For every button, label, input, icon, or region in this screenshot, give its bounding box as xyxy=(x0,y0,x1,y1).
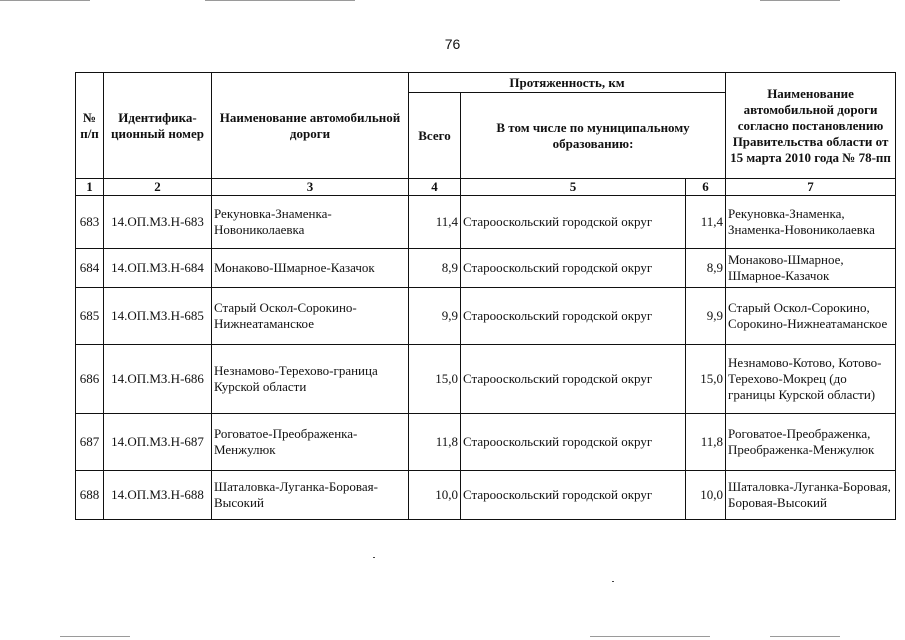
header-decree-name: Наименование автомобильной дороги согласно постановлению Правительства области от 15 марта 2010 года № 78-пп xyxy=(726,73,896,179)
table-row xyxy=(76,196,896,249)
road-name: Старый Оскол-Сорокино-Нижнеатаманское xyxy=(212,288,409,345)
row-number: 684 xyxy=(76,249,104,288)
scan-line-top-left xyxy=(0,0,90,1)
row-number: 688 xyxy=(76,471,104,520)
road-total-length: 8,9 xyxy=(409,249,461,288)
header-identifier: Идентифика-ционный номер xyxy=(104,73,212,179)
decree-road-name: Старый Оскол-Сорокино, Сорокино-Нижнеатаманское xyxy=(726,288,896,345)
decree-road-name: Незнамово-Котово, Котово-Терехово-Мокрец (до границы Курской области) xyxy=(726,345,896,414)
road-name: Рекуновка-Знаменка-Новониколаевка xyxy=(212,196,409,249)
table-row xyxy=(76,249,896,288)
scan-speck xyxy=(373,557,375,558)
scan-line-bottom-left xyxy=(60,636,130,637)
municipal-length: 9,9 xyxy=(686,288,726,345)
table-header xyxy=(76,73,896,196)
municipality: Старооскольский городской округ xyxy=(461,414,686,471)
road-identifier: 14.ОП.МЗ.Н-687 xyxy=(104,414,212,471)
header-total: Всего xyxy=(409,93,461,179)
decree-road-name: Рекуновка-Знаменка, Знаменка-Новониколаевка xyxy=(726,196,896,249)
municipality: Старооскольский городской округ xyxy=(461,288,686,345)
header-including: В том числе по муниципальному образованию: xyxy=(461,93,726,179)
column-number: 3 xyxy=(212,179,409,196)
row-number: 685 xyxy=(76,288,104,345)
decree-road-name: Роговатое-Преображенка, Преображенка-Менжулюк xyxy=(726,414,896,471)
table-row xyxy=(76,414,896,471)
road-name: Роговатое-Преображенка-Менжулюк xyxy=(212,414,409,471)
municipal-length: 11,4 xyxy=(686,196,726,249)
road-name: Незнамово-Терехово-граница Курской области xyxy=(212,345,409,414)
road-total-length: 10,0 xyxy=(409,471,461,520)
column-number: 1 xyxy=(76,179,104,196)
table-row xyxy=(76,345,896,414)
header-number: № п/п xyxy=(76,73,104,179)
municipality: Старооскольский городской округ xyxy=(461,196,686,249)
table-row xyxy=(76,471,896,520)
decree-road-name: Монаково-Шмарное, Шмарное-Казачок xyxy=(726,249,896,288)
road-identifier: 14.ОП.МЗ.Н-688 xyxy=(104,471,212,520)
road-name: Шаталовка-Луганка-Боровая-Высокий xyxy=(212,471,409,520)
road-identifier: 14.ОП.МЗ.Н-683 xyxy=(104,196,212,249)
header-road-name: Наименование автомобильной дороги xyxy=(212,73,409,179)
scan-line-bottom-right xyxy=(770,636,840,637)
column-number: 2 xyxy=(104,179,212,196)
column-numbers-row xyxy=(76,179,896,196)
column-number: 5 xyxy=(461,179,686,196)
road-total-length: 9,9 xyxy=(409,288,461,345)
row-number: 687 xyxy=(76,414,104,471)
municipal-length: 15,0 xyxy=(686,345,726,414)
road-name: Монаково-Шмарное-Казачок xyxy=(212,249,409,288)
scan-line-bottom-mid xyxy=(590,636,710,637)
scan-line-top-right xyxy=(760,0,840,1)
row-number: 683 xyxy=(76,196,104,249)
scan-line-top-mid xyxy=(205,0,355,1)
row-number: 686 xyxy=(76,345,104,414)
municipal-length: 11,8 xyxy=(686,414,726,471)
municipality: Старооскольский городской округ xyxy=(461,249,686,288)
road-identifier: 14.ОП.МЗ.Н-686 xyxy=(104,345,212,414)
scan-speck xyxy=(612,581,614,582)
table-row xyxy=(76,288,896,345)
municipality: Старооскольский городской округ xyxy=(461,471,686,520)
roads-table xyxy=(75,72,896,520)
municipal-length: 8,9 xyxy=(686,249,726,288)
municipality: Старооскольский городской округ xyxy=(461,345,686,414)
road-identifier: 14.ОП.МЗ.Н-684 xyxy=(104,249,212,288)
road-identifier: 14.ОП.МЗ.Н-685 xyxy=(104,288,212,345)
page-number: 76 xyxy=(444,36,461,52)
column-number: 6 xyxy=(686,179,726,196)
road-total-length: 11,8 xyxy=(409,414,461,471)
header-length-group: Протяженность, км xyxy=(409,73,726,93)
column-number: 7 xyxy=(726,179,896,196)
road-total-length: 15,0 xyxy=(409,345,461,414)
road-total-length: 11,4 xyxy=(409,196,461,249)
municipal-length: 10,0 xyxy=(686,471,726,520)
decree-road-name: Шаталовка-Луганка-Боровая, Боровая-Высокий xyxy=(726,471,896,520)
column-number: 4 xyxy=(409,179,461,196)
